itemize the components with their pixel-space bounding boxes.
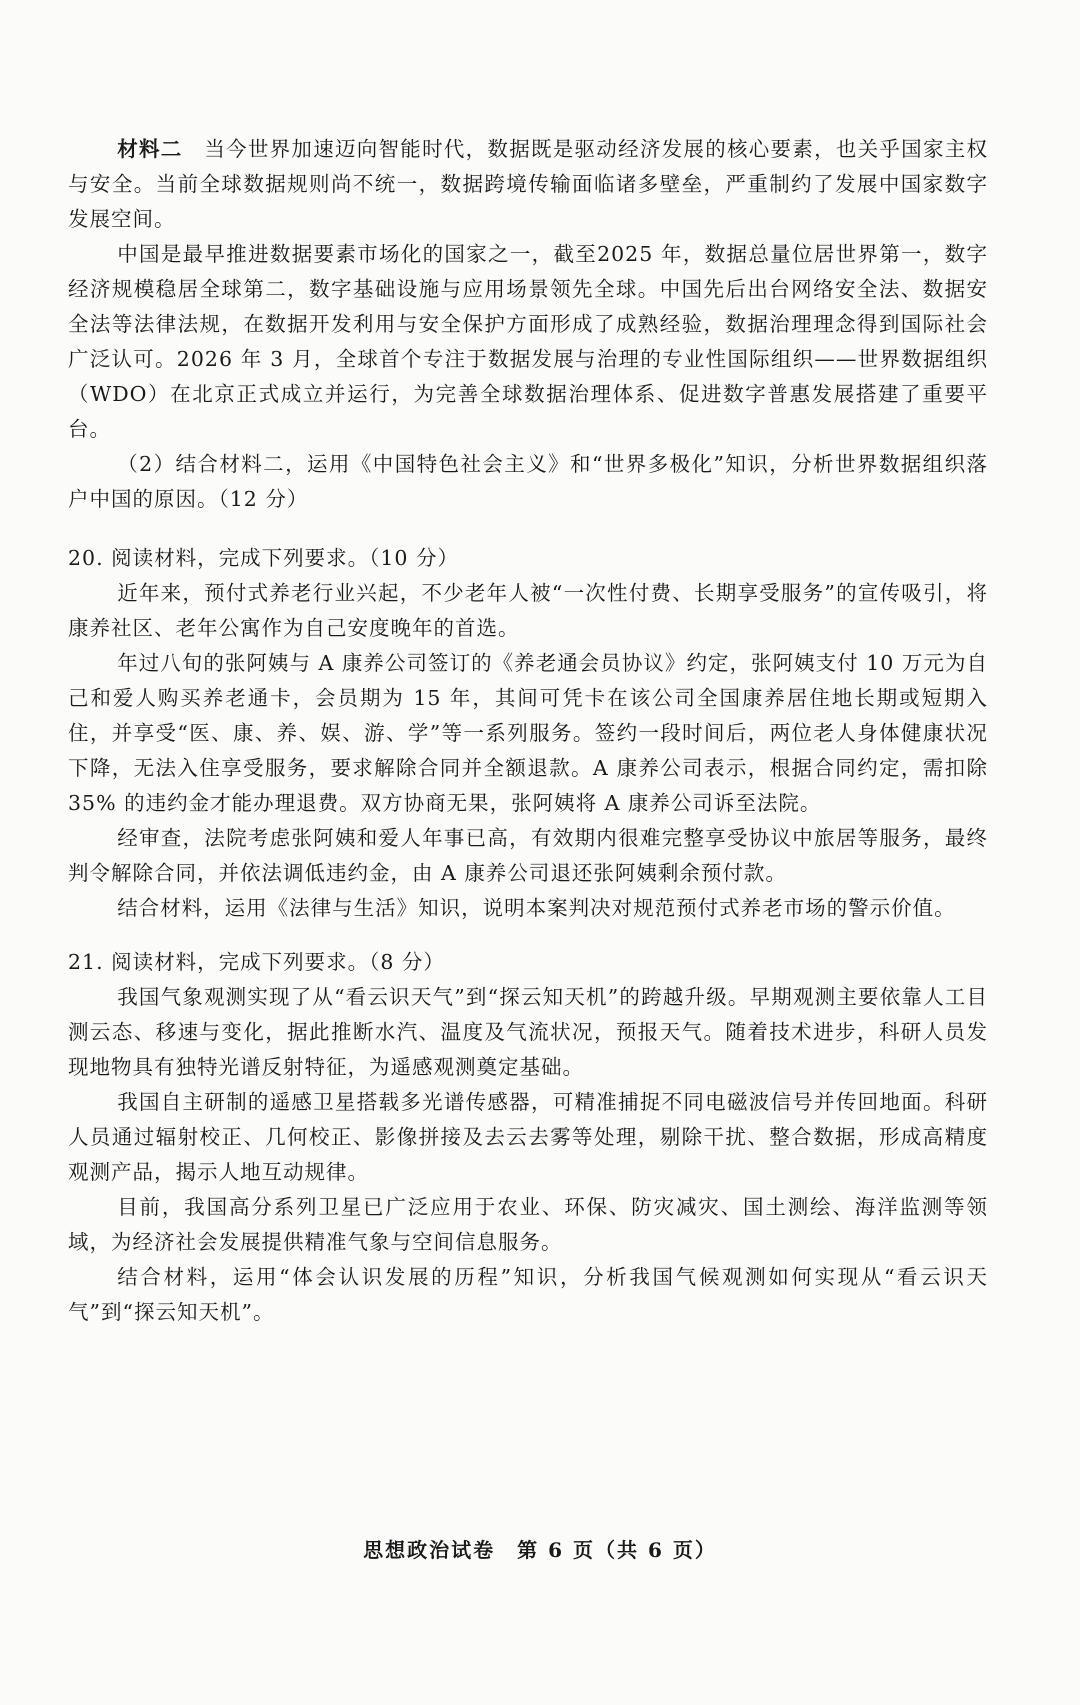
material-two-section (68, 132, 988, 517)
material-two-para1: 当今世界加速迈向智能时代，数据既是驱动经济发展的核心要素，也关乎国家主权与安全。当前全球数据规则尚不统一，数据跨境传输面临诸多壁垒，严重制约了发展中国家数字发展空间。 (68, 137, 989, 231)
question-20-para1: 近年来，预付式养老行业兴起，不少老年人被“一次性付费、长期享受服务”的宣传吸引，将康养社区、老年公寓作为自己安度晚年的首选。 (68, 581, 988, 640)
question-21-para3: 目前，我国高分系列卫星已广泛应用于农业、环保、防灾减灾、国土测绘、海洋监测等领域，为经济社会发展提供精准气象与空间信息服务。 (68, 1195, 988, 1254)
material-two-para2: 中国是最早推进数据要素市场化的国家之一，截至2025 年，数据总量位居世界第一，数字经济规模稳居全球第二，数字基础设施与应用场景领先全球。中国先后出台网络安全法、数据安全法等法律法规，在数据开发利用与安全保护方面形成了成熟经验，数据治理理念得到国际社会广泛认可。2026 年 3 月，全球首个专注于数据发展与治理的专业性国际组织——世界数据组织（WDO）在北京正式成立并运行，为完善全球数据治理体系、促进数字普惠发展搭建了重要平台。 (68, 242, 988, 441)
question-19-2: （2）结合材料二，运用《中国特色社会主义》和“世界多极化”知识，分析世界数据组织落户中国的原因。（12 分） (68, 452, 988, 511)
question-20-prompt: 结合材料，运用《法律与生活》知识，说明本案判决对规范预付式养老市场的警示价值。 (117, 896, 956, 920)
question-20-heading: 20. 阅读材料，完成下列要求。（10 分） (68, 546, 459, 570)
question-21-section (68, 945, 988, 1330)
question-20-para3: 经审查，法院考虑张阿姨和爱人年事已高，有效期内很难完整享受协议中旅居等服务，最终判令解除合同，并依法调低违约金，由 A 康养公司退还张阿姨剩余预付款。 (68, 826, 988, 885)
material-two-label: 材料二 (117, 137, 183, 161)
question-21-para1: 我国气象观测实现了从“看云识天气”到“探云知天机”的跨越升级。早期观测主要依靠人工目测云态、移速与变化，据此推断水汽、温度及气流状况，预报天气。随着技术进步，科研人员发现地物具有独特光谱反射特征，为遥感观测奠定基础。 (68, 985, 988, 1079)
question-20-section (68, 541, 988, 926)
question-21-heading: 21. 阅读材料，完成下列要求。（8 分） (68, 950, 445, 974)
question-21-para2: 我国自主研制的遥感卫星搭载多光谱传感器，可精准捕捉不同电磁波信号并传回地面。科研人员通过辐射校正、几何校正、影像拼接及去云去雾等处理，剔除干扰、整合数据，形成高精度观测产品，揭示人地互动规律。 (68, 1090, 988, 1184)
material-two-intro (68, 132, 988, 237)
question-21-prompt: 结合材料，运用“体会认识发展的历程”知识，分析我国气候观测如何实现从“看云识天气”到“探云知天机”。 (68, 1265, 988, 1324)
question-20-para2: 年过八旬的张阿姨与 A 康养公司签订的《养老通会员协议》约定，张阿姨支付 10 万元为自己和爱人购买养老通卡，会员期为 15 年，其间可凭卡在该公司全国康养居住地长期或短期入住，并享受“医、康、养、娱、游、学”等一系列服务。签约一段时间后，两位老人身体健康状况下降，无法入住享受服务，要求解除合同并全额退款。A 康养公司表示，根据合同约定，需扣除 35% 的违约金才能办理退费。双方协商无果，张阿姨将 A 康养公司诉至法院。 (68, 651, 988, 815)
page-footer: 思想政治试卷 第 6 页（共 6 页） (363, 1538, 717, 1562)
